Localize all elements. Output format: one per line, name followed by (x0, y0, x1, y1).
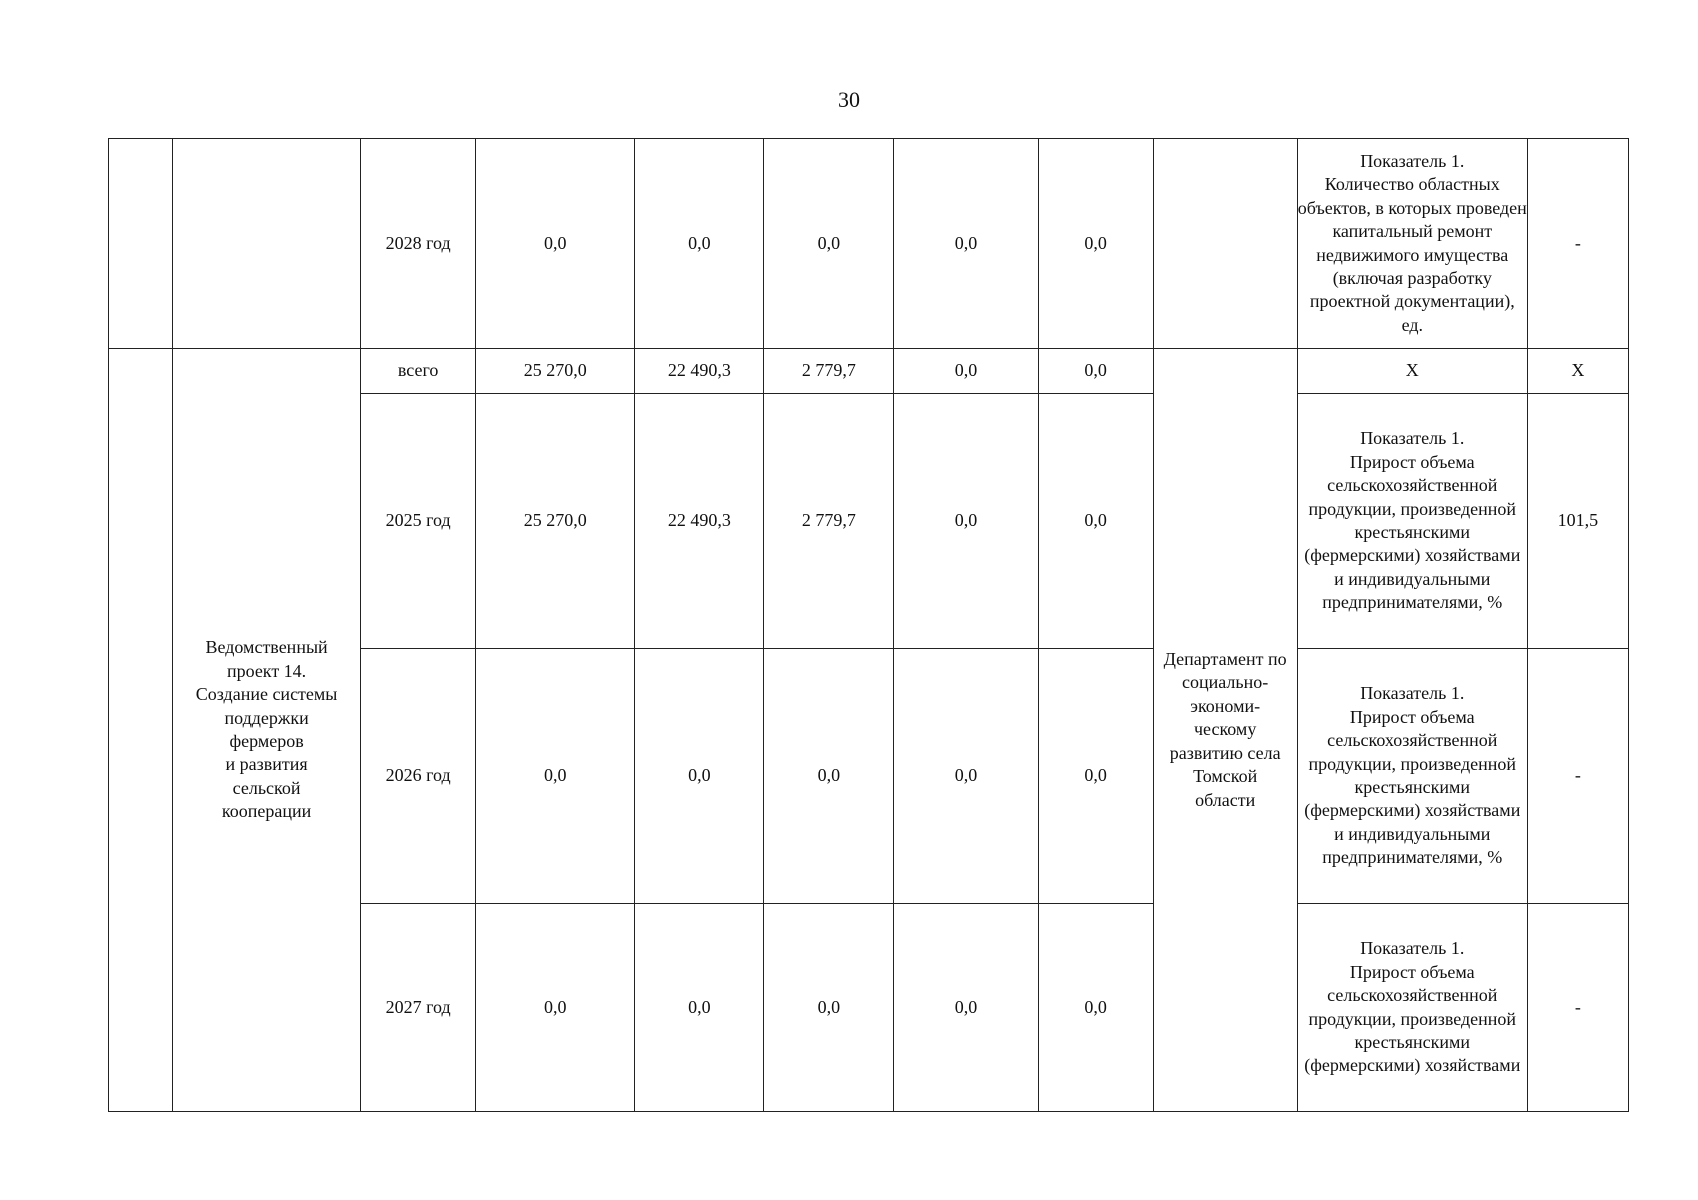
value-cell: 0,0 (476, 649, 635, 904)
indicator-value-cell: - (1527, 649, 1628, 904)
value-cell: 25 270,0 (476, 394, 635, 649)
indicator-value-cell: - (1527, 139, 1628, 349)
value-cell: 0,0 (764, 649, 894, 904)
year-cell: 2027 год (361, 904, 476, 1112)
row-number-cell (109, 349, 173, 1112)
page-number: 30 (838, 87, 860, 112)
indicator-value-cell: X (1527, 349, 1628, 394)
indicator-cell: Показатель 1. Прирост объема сельскохозяйственной продукции, произведенной крестьянскими (фермерскими) хозяйствами и индивидуальными предпринимателями, % (1297, 649, 1527, 904)
value-cell: 0,0 (476, 139, 635, 349)
value-cell: 0,0 (635, 649, 764, 904)
value-cell: 0,0 (1038, 349, 1153, 394)
value-cell: 0,0 (894, 649, 1038, 904)
value-cell: 22 490,3 (635, 349, 764, 394)
indicator-value-cell: 101,5 (1527, 394, 1628, 649)
indicator-cell: X (1297, 349, 1527, 394)
value-cell: 0,0 (894, 394, 1038, 649)
indicator-value-cell: - (1527, 904, 1628, 1112)
value-cell: 0,0 (635, 139, 764, 349)
indicator-cell: Показатель 1. Прирост объема сельскохозяйственной продукции, произведенной крестьянскими (фермерскими) хозяйствами (1297, 904, 1527, 1112)
year-cell: всего (361, 349, 476, 394)
executor-cell (1153, 139, 1297, 349)
value-cell: 0,0 (1038, 904, 1153, 1112)
value-cell: 2 779,7 (764, 394, 894, 649)
value-cell: 0,0 (764, 904, 894, 1112)
value-cell: 0,0 (1038, 139, 1153, 349)
indicator-cell: Показатель 1. Прирост объема сельскохозяйственной продукции, произведенной крестьянскими (фермерскими) хозяйствами и индивидуальными предпринимателями, % (1297, 394, 1527, 649)
program-financing-table (108, 138, 1629, 1112)
value-cell: 0,0 (476, 904, 635, 1112)
value-cell: 22 490,3 (635, 394, 764, 649)
value-cell: 0,0 (894, 904, 1038, 1112)
indicator-cell: Показатель 1. Количество областных объектов, в которых проведен капитальный ремонт недвижимого имущества (включая разработку проектной документации), ед. (1297, 139, 1527, 349)
project-name-cell: Ведомственный проект 14. Создание системы поддержки фермеров и развития сельской кооперации (173, 349, 361, 1112)
table-row-2028 (109, 139, 1629, 349)
project-name-cell (173, 139, 361, 349)
year-cell: 2028 год (361, 139, 476, 349)
value-cell: 2 779,7 (764, 349, 894, 394)
value-cell: 0,0 (764, 139, 894, 349)
year-cell: 2026 год (361, 649, 476, 904)
year-cell: 2025 год (361, 394, 476, 649)
table-row-total (109, 349, 1629, 394)
value-cell: 0,0 (635, 904, 764, 1112)
value-cell: 25 270,0 (476, 349, 635, 394)
value-cell: 0,0 (894, 139, 1038, 349)
value-cell: 0,0 (894, 349, 1038, 394)
executor-cell: Департамент по социально-экономи-ческому развитию села Томской области (1153, 349, 1297, 1112)
row-number-cell (109, 139, 173, 349)
value-cell: 0,0 (1038, 394, 1153, 649)
value-cell: 0,0 (1038, 649, 1153, 904)
